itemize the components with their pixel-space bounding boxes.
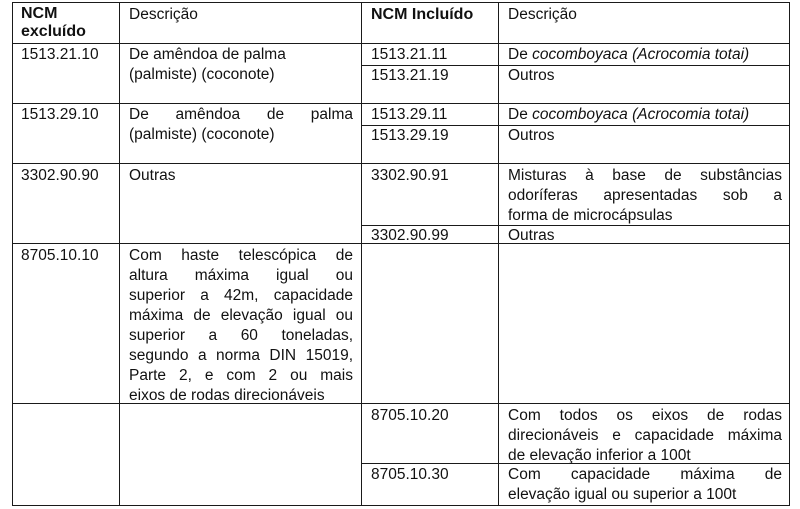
included-desc-prefix: De (508, 106, 533, 123)
included-desc-line: odoríferas apresentadas sob a (508, 187, 782, 204)
included-code: 1513.21.11 (371, 46, 448, 63)
excluded-desc-line: superior a 42m, capacidade (129, 287, 353, 304)
included-description: Outras (508, 227, 555, 244)
included-code: 1513.29.19 (371, 127, 449, 144)
included-description: Outros (508, 127, 555, 144)
column-divider (361, 2, 362, 506)
included-desc-line: Com todos os eixos de rodas (508, 407, 782, 424)
included-desc-prefix: De (508, 46, 533, 63)
included-desc-line: Misturas à base de substâncias (508, 167, 782, 184)
included-description (508, 105, 749, 125)
table-border-bottom (12, 505, 790, 506)
excluded-desc-line: eixos de rodas direcionáveis (129, 387, 325, 404)
included-code: 3302.90.99 (371, 227, 449, 244)
table-border-top (12, 2, 790, 3)
row-divider (12, 43, 790, 44)
column-divider (498, 2, 499, 506)
excluded-desc-line: De amêndoa de palma (129, 106, 353, 123)
header-ncm-excluido: NCM excluído (21, 5, 86, 40)
excluded-code: 1513.21.10 (21, 46, 99, 63)
excluded-desc-line: Parte 2, e com 2 ou mais (129, 367, 353, 384)
excluded-desc-line: (palmiste) (coconote) (129, 126, 275, 143)
header-descricao-excluido: Descrição (129, 6, 198, 23)
table-border-right (789, 2, 790, 506)
included-desc-line: elevação igual ou superior a 100t (508, 486, 737, 503)
excluded-desc-line: máxima de elevação igual ou (129, 307, 353, 324)
included-desc-italic: cocomboyaca (Acrocomia totai) (532, 106, 750, 123)
excluded-desc-line: altura máxima igual ou (129, 267, 353, 284)
excluded-code: 8705.10.10 (21, 247, 99, 264)
included-code: 1513.29.11 (371, 106, 448, 123)
included-desc-line: forma de microcápsulas (508, 207, 673, 224)
included-description: Outros (508, 67, 555, 84)
included-code: 8705.10.30 (371, 466, 449, 483)
excluded-desc-line: Com haste telescópica de (129, 247, 353, 264)
row-divider (12, 103, 790, 104)
ncm-table (12, 2, 790, 506)
header-ncm-incluido: NCM Incluído (371, 6, 474, 23)
included-desc-line: direcionáveis e capacidade máxima (508, 427, 782, 444)
included-description (508, 166, 782, 226)
included-description (508, 406, 782, 466)
table-border-left (12, 2, 13, 506)
included-desc-italic: cocomboyaca (Acrocomia totai) (532, 46, 750, 63)
excluded-description: Outras (129, 167, 176, 184)
column-divider (119, 2, 120, 506)
header-descricao-incluido: Descrição (508, 6, 577, 23)
excluded-desc-line: (palmiste) (coconote) (129, 66, 275, 83)
included-desc-line: Com capacidade máxima de (508, 466, 782, 483)
included-code: 8705.10.20 (371, 407, 449, 424)
included-description (508, 465, 782, 505)
included-code: 3302.90.91 (371, 167, 449, 184)
excluded-description (129, 105, 353, 145)
included-code: 1513.21.19 (371, 67, 449, 84)
excluded-description (129, 45, 353, 85)
excluded-desc-line: segundo a norma DIN 15019, (129, 347, 353, 364)
included-description (508, 45, 749, 65)
excluded-description (129, 246, 353, 406)
excluded-desc-line: superior a 60 toneladas, (129, 327, 353, 344)
included-desc-line: de elevação inferior a 100t (508, 447, 691, 464)
excluded-code: 3302.90.90 (21, 167, 99, 184)
excluded-desc-line: De amêndoa de palma (129, 46, 286, 63)
row-divider (12, 163, 790, 164)
excluded-code: 1513.29.10 (21, 106, 99, 123)
